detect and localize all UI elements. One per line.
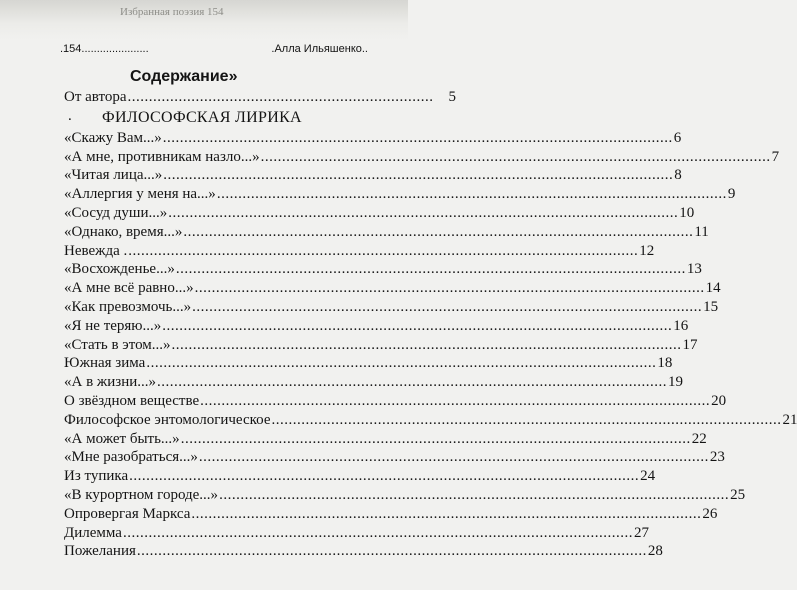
- toc-entry-label: Южная зима: [64, 355, 146, 372]
- toc-entry-page: 10: [679, 204, 695, 221]
- toc-entry: [64, 430, 707, 449]
- author-name: .Алла Ильяшенко..: [271, 43, 368, 55]
- toc-entry-page: 17: [682, 336, 698, 353]
- toc-entry: [64, 467, 656, 486]
- toc-entry: [64, 298, 719, 317]
- toc-entry: [64, 185, 736, 204]
- toc-entry-label: «В курортном городе...»: [64, 486, 219, 503]
- toc-entry: [64, 336, 698, 355]
- dot-leader: ........................................................................................................................: [162, 317, 673, 334]
- toc-entry-page: 5: [448, 89, 457, 105]
- toc-entry: [64, 486, 746, 505]
- toc-entry: [64, 260, 702, 279]
- toc-entry-page: 19: [668, 374, 684, 391]
- dot-leader: ........................................................................................................................: [198, 449, 709, 466]
- toc-entry-page: 6: [673, 129, 682, 146]
- toc-entry: [64, 354, 673, 373]
- dot-leader: ........................................................................................................................: [162, 129, 673, 146]
- toc-entry-label: Из тупика: [64, 468, 129, 485]
- section-mark: .: [68, 107, 72, 124]
- toc-entry-page: 27: [633, 524, 649, 541]
- toc-entry-page: 14: [705, 280, 721, 297]
- toc-entry-page: 28: [647, 543, 663, 560]
- dot-leader: ........................................................................................................................: [163, 167, 674, 184]
- toc-entry: [64, 392, 727, 411]
- toc-entry: [64, 505, 718, 524]
- toc-entry-page: 26: [702, 505, 718, 522]
- dot-leader: ........................................................................................................................: [129, 468, 640, 485]
- dot-leader: ........................................................................................................................: [128, 242, 639, 259]
- toc-entry-page: 15: [703, 298, 719, 315]
- toc-entry: [64, 524, 649, 543]
- toc-entry-page: 24: [640, 468, 656, 485]
- toc-entry-label: «Читая лица...»: [64, 167, 163, 184]
- toc-entry-label: «А в жизни...»: [64, 374, 157, 391]
- toc-entry-label: «Аллергия у меня на...»: [64, 186, 216, 203]
- toc-entry-label: «Стать в этом...»: [64, 336, 171, 353]
- page-number: .154......................: [60, 43, 149, 55]
- toc-entry-label: От автора: [64, 89, 127, 105]
- toc-entry-page: 18: [657, 355, 673, 372]
- toc-entry-page: 16: [673, 317, 689, 334]
- toc-entry-page: 22: [691, 430, 707, 447]
- toc-entry-label: «А мне всё равно...»: [64, 280, 194, 297]
- toc-entry: [64, 317, 689, 336]
- section-name: ФИЛОСОФСКАЯ ЛИРИКА: [102, 108, 302, 126]
- toc-entry: [64, 166, 682, 185]
- dot-leader: ........................................................................................................................: [136, 543, 647, 560]
- toc-entry-label: «Мне разобраться...»: [64, 449, 198, 466]
- dot-leader: ........................................................................................................................: [122, 524, 633, 541]
- dot-leader: ........................................................................................................................: [191, 505, 702, 522]
- toc-entry-page: 7: [771, 148, 780, 165]
- toc-entry: [64, 411, 797, 430]
- running-header: [60, 43, 368, 59]
- dot-leader: ........................................................................................................................: [219, 486, 730, 503]
- toc-entry-label: «Сосуд души...»: [64, 204, 168, 221]
- toc-entry-page: 23: [709, 449, 725, 466]
- dot-leader: ........................................................................................................................: [168, 204, 679, 221]
- toc-entry: [64, 542, 663, 561]
- dot-leader: ........................................................................................................................: [180, 430, 691, 447]
- dot-leader: ........................................................................................................................: [183, 223, 694, 240]
- toc-entry-label: Философское энтомологическое: [64, 411, 271, 428]
- toc-entry-label: «Я не теряю...»: [64, 317, 162, 334]
- toc-entry: [64, 373, 684, 392]
- previous-page-bleed: [0, 0, 408, 40]
- toc-entry-label: О звёздном веществе: [64, 392, 200, 409]
- toc-entry-page: 21: [782, 411, 797, 428]
- toc-entry-label: Невежда .: [64, 242, 128, 259]
- toc-entry-label: «А может быть...»: [64, 430, 180, 447]
- toc-entry-label: Пожелания: [64, 543, 136, 560]
- table-of-contents: [64, 88, 797, 561]
- toc-entry: [64, 129, 682, 148]
- toc-entry-page: 9: [727, 186, 736, 203]
- toc-entry-label: Дилемма: [64, 524, 122, 541]
- toc-entry-page: 12: [639, 242, 655, 259]
- toc-entry-page: 25: [730, 486, 746, 503]
- toc-entry-label: «Восхожденье...»: [64, 261, 175, 278]
- dot-leader: ........................................................................................................................: [216, 186, 727, 203]
- toc-entry: [64, 242, 655, 261]
- toc-entry-page: 8: [674, 167, 682, 184]
- toc-entry: [64, 448, 725, 467]
- toc-entry-label: Опровергая Маркса: [64, 505, 191, 522]
- dot-leader: ........................................................................................................................: [175, 261, 686, 278]
- toc-entry: [64, 204, 695, 223]
- toc-entry-foreword: [64, 88, 457, 107]
- dot-leader: ........................................................................................................................: [200, 392, 711, 409]
- toc-entry-list: [64, 129, 797, 561]
- dot-leader: ........................................................................: [127, 89, 434, 105]
- toc-entry-label: «А мне, противникам назло...»: [64, 148, 260, 165]
- dot-leader: ........................................................................................................................: [192, 298, 703, 315]
- bleed-through-text: Избранная поэзия 154: [120, 6, 224, 18]
- toc-entry: [64, 148, 780, 167]
- toc-entry: [64, 279, 721, 298]
- toc-entry-label: «Скажу Вам...»: [64, 129, 162, 146]
- toc-entry-page: 20: [711, 392, 727, 409]
- dot-leader: ........................................................................................................................: [271, 411, 782, 428]
- toc-entry-page: 13: [686, 261, 702, 278]
- toc-entry: [64, 223, 709, 242]
- section-heading: [64, 107, 374, 129]
- dot-leader: ........................................................................................................................: [260, 148, 771, 165]
- toc-entry-page: 11: [694, 223, 709, 240]
- toc-entry-label: «Как превозмочь...»: [64, 298, 192, 315]
- dot-leader: ........................................................................................................................: [157, 374, 668, 391]
- dot-leader: ........................................................................................................................: [146, 355, 657, 372]
- dot-leader: ........................................................................................................................: [171, 336, 682, 353]
- dot-leader: ........................................................................................................................: [194, 280, 705, 297]
- toc-entry-label: «Однако, время...»: [64, 223, 183, 240]
- page-title: Содержание»: [130, 68, 238, 85]
